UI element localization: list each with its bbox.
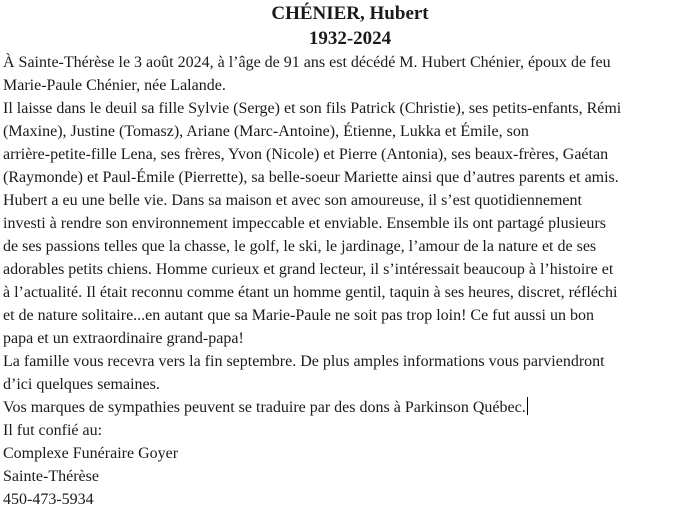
text-cursor	[527, 397, 528, 415]
obituary-notice	[3, 2, 697, 511]
text-line: Il laisse dans le deuil sa fille Sylvie (Serge) et son fils Patrick (Christie), ses petits-enfants, Rémi	[3, 100, 622, 117]
text-line: à l’actualité. Il était reconnu comme étant un homme gentil, taquin à ses heures, discret, réfléchi	[3, 284, 618, 301]
text-line: arrière-petite-fille Lena, ses frères, Yvon (Nicole) et Pierre (Antonia), ses beaux-frères, Gaétan	[3, 146, 609, 163]
text-line: Sainte-Thérèse	[3, 468, 99, 485]
text-line: investi à rendre son environnement impeccable et enviable. Ensemble ils ont partagé plusieurs	[3, 215, 606, 232]
text-line: La famille vous recevra vers la fin septembre. De plus amples informations vous parviendront	[3, 353, 605, 370]
text-line: et de nature solitaire...en autant que sa Marie-Paule ne soit pas trop loin! Ce fut aussi un bon	[3, 307, 594, 324]
text-line: adorables petits chiens. Homme curieux et grand lecteur, il s’intéressait beaucoup à l’histoire et	[3, 261, 614, 278]
text-line: Hubert a eu une belle vie. Dans sa maison et avec son amoureuse, il s’est quotidiennement	[3, 192, 582, 209]
text-line: Vos marques de sympathies peuvent se traduire par des dons à Parkinson Québec.	[3, 399, 526, 416]
text-line: d’ici quelques semaines.	[3, 376, 160, 393]
text-line: Il fut confié au:	[3, 422, 103, 439]
text-line: (Raymonde) et Paul-Émile (Pierrette), sa belle-soeur Mariette ainsi que d’autres parents et amis.	[3, 169, 619, 186]
life-years: 1932-2024	[308, 28, 392, 49]
text-line: À Sainte-Thérèse le 3 août 2024, à l’âge de 91 ans est décédé M. Hubert Chénier, époux de feu	[3, 54, 611, 71]
text-line: Complexe Funéraire Goyer	[3, 445, 179, 462]
text-line: 450-473-5934	[3, 491, 94, 508]
deceased-name: CHÉNIER, Hubert	[271, 3, 429, 24]
text-line: (Maxine), Justine (Tomasz), Ariane (Marc-Antoine), Étienne, Lukka et Émile, son	[3, 123, 529, 140]
text-line: de ses passions telles que la chasse, le golf, le ski, le jardinage, l’amour de la nature et de ses	[3, 238, 597, 255]
text-line: Marie-Paule Chénier, née Lalande.	[3, 77, 226, 94]
text-line: papa et un extraordinaire grand-papa!	[3, 330, 244, 347]
notice-body	[3, 51, 697, 511]
text-line-with-cursor[interactable]	[3, 396, 697, 419]
